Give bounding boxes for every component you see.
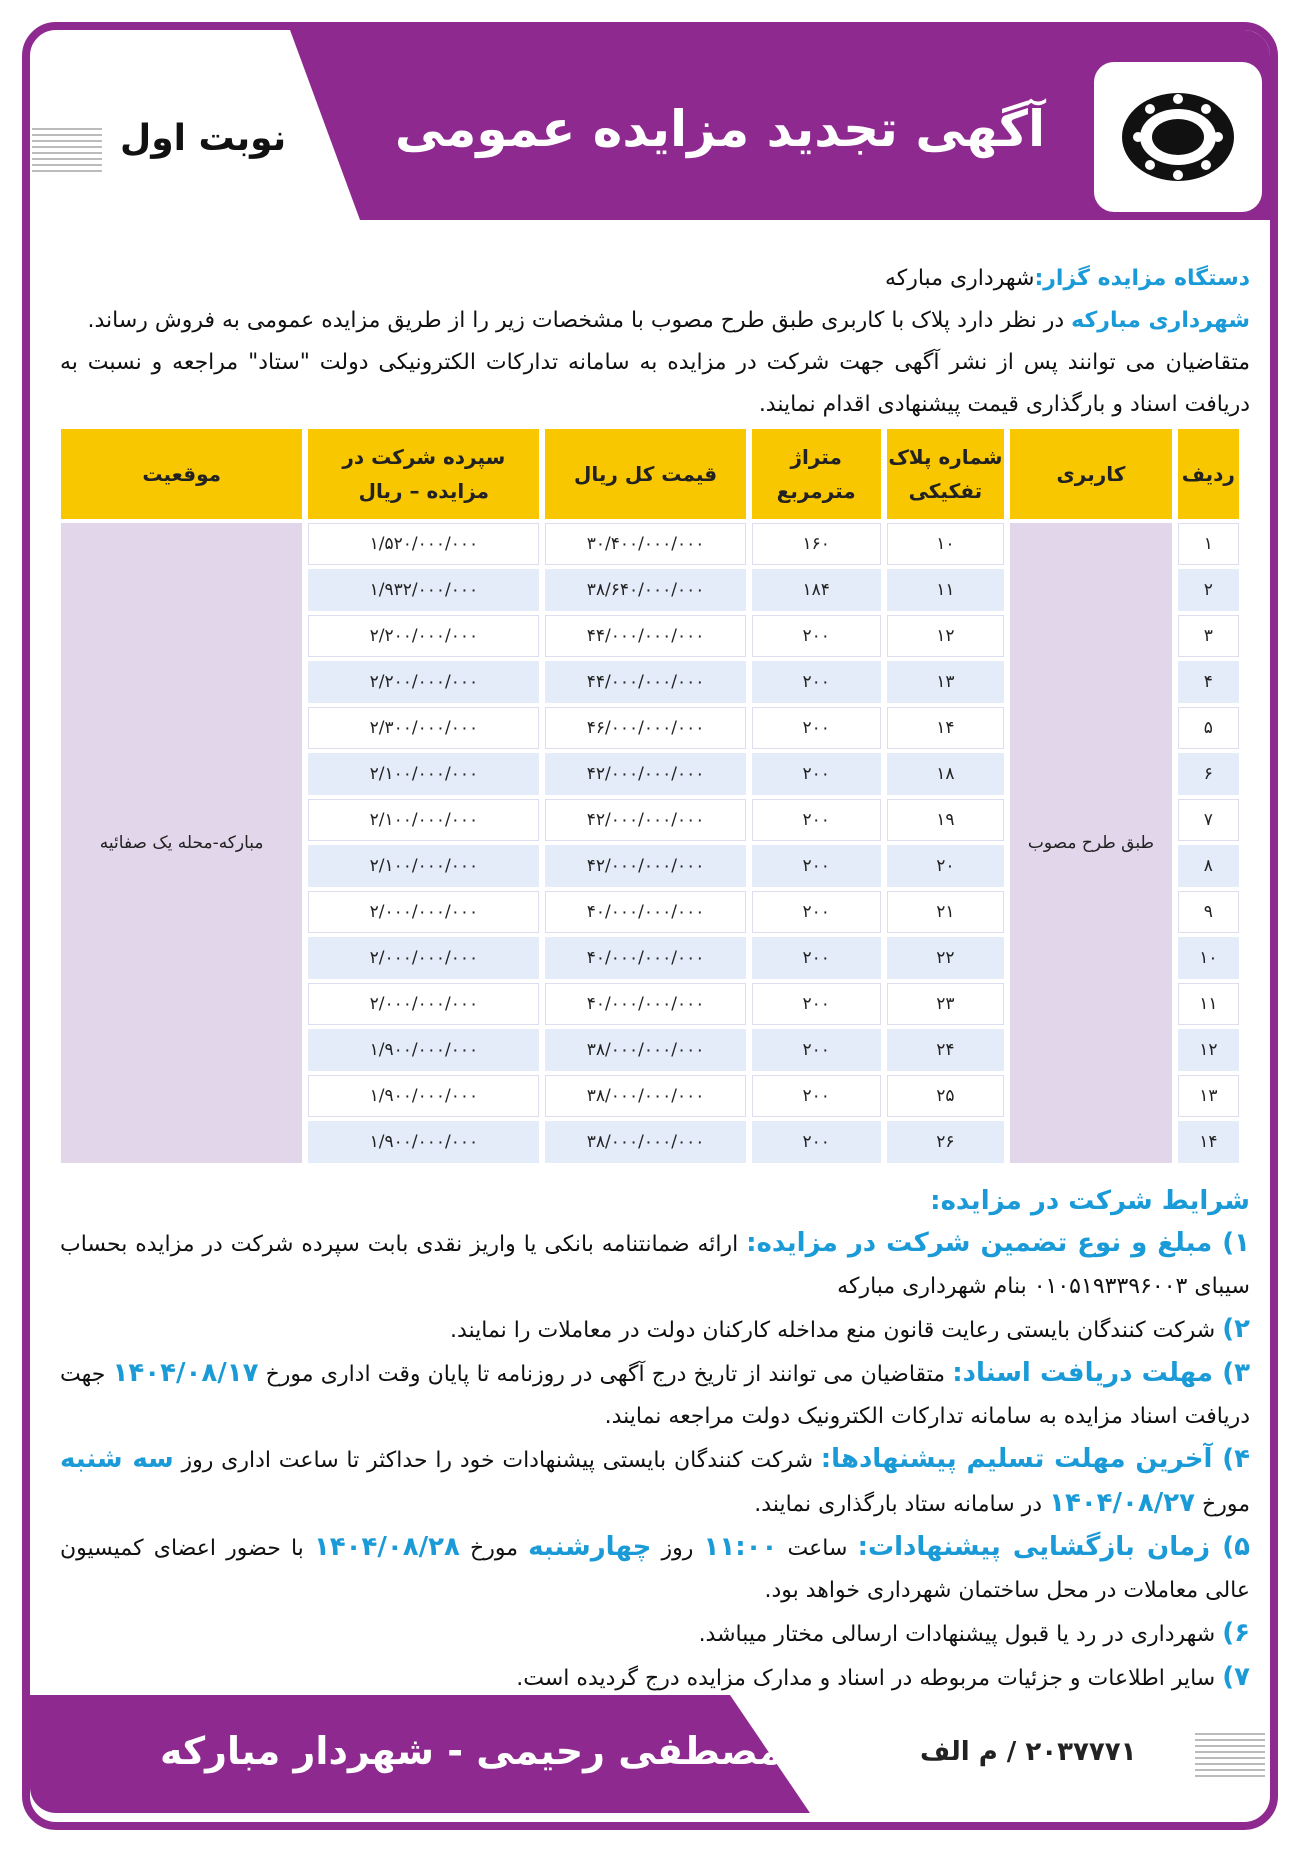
plate-number: ۱۸ xyxy=(887,753,1005,795)
area: ۲۰۰ xyxy=(752,983,881,1025)
condition-text: با حضور اعضای کمیسیون عالی معاملات در محل ساختمان شهرداری خواهد بود. xyxy=(60,1536,1250,1603)
table-row xyxy=(61,523,1239,565)
document-deadline-date: ۱۴۰۴/۰۸/۱۷ xyxy=(112,1358,259,1388)
decorative-lines xyxy=(1195,1733,1265,1779)
condition-label: ۶) xyxy=(1222,1618,1250,1648)
usage-cell: طبق طرح مصوب xyxy=(1010,523,1172,1163)
plate-number: ۱۱ xyxy=(887,569,1005,611)
row-number: ۹ xyxy=(1178,891,1239,933)
condition-text: سایر اطلاعات و جزئیات مربوطه در اسناد و مدارک مزایده درج گردیده است. xyxy=(516,1666,1223,1691)
plate-number: ۲۲ xyxy=(887,937,1005,979)
deposit: ۱/۵۲۰/۰۰۰/۰۰۰ xyxy=(308,523,539,565)
row-number: ۱۴ xyxy=(1178,1121,1239,1163)
opening-day: چهارشنبه xyxy=(528,1532,652,1562)
total-price: ۳۸/۶۴۰/۰۰۰/۰۰۰ xyxy=(545,569,745,611)
plate-number: ۱۲ xyxy=(887,615,1005,657)
condition-label: ۱) مبلغ و نوع تضمین شرکت در مزایده: xyxy=(746,1228,1251,1258)
total-price: ۴۴/۰۰۰/۰۰۰/۰۰۰ xyxy=(545,661,745,703)
area: ۱۶۰ xyxy=(752,523,881,565)
row-number: ۴ xyxy=(1178,661,1239,703)
condition-text: ساعت xyxy=(777,1536,858,1561)
submission-day: سه شنبه xyxy=(60,1444,174,1474)
column-header: کاربری xyxy=(1010,429,1172,519)
notice-code: ۲۰۳۷۷۷۱ / م الف xyxy=(920,1737,1137,1767)
area: ۲۰۰ xyxy=(752,891,881,933)
row-number: ۲ xyxy=(1178,569,1239,611)
plate-number: ۱۳ xyxy=(887,661,1005,703)
condition-text: متقاضیان می توانند از تاریخ درج آگهی در روزنامه تا پایان وقت اداری مورخ xyxy=(258,1362,953,1387)
plate-number: ۲۶ xyxy=(887,1121,1005,1163)
deposit: ۲/۱۰۰/۰۰۰/۰۰۰ xyxy=(308,845,539,887)
condition-text: جهت دریافت اسناد مزایده به سامانه تدارکات الکترونیک دولت مراجعه نمایند. xyxy=(60,1362,1250,1429)
column-header: شماره پلاک تفکیکی xyxy=(887,429,1005,519)
submission-date: ۱۴۰۴/۰۸/۲۷ xyxy=(1049,1488,1196,1518)
decorative-lines xyxy=(32,128,102,174)
row-number: ۳ xyxy=(1178,615,1239,657)
conditions-title: شرایط شرکت در مزایده: xyxy=(930,1186,1250,1216)
total-price: ۴۶/۰۰۰/۰۰۰/۰۰۰ xyxy=(545,707,745,749)
row-number: ۶ xyxy=(1178,753,1239,795)
mayor-signature: مصطفی رحیمی - شهردار مبارکه xyxy=(160,1729,782,1773)
condition-text: شهرداری در رد یا قبول پیشنهادات ارسالی مختار میباشد. xyxy=(698,1622,1223,1647)
condition-4 xyxy=(60,1438,1250,1526)
row-number: ۱۰ xyxy=(1178,937,1239,979)
area: ۲۰۰ xyxy=(752,661,881,703)
intro-p2: متقاضیان می توانند پس از نشر آگهی جهت شرکت در مزایده به سامانه تدارکات الکترونیکی دولت "ستاد" مراجعه و نسبت به دریافت اسناد و بارگذاری قیمت پیشنهادی اقدام نمایند. xyxy=(60,350,1250,417)
area: ۲۰۰ xyxy=(752,1121,881,1163)
plate-number: ۱۹ xyxy=(887,799,1005,841)
total-price: ۴۲/۰۰۰/۰۰۰/۰۰۰ xyxy=(545,845,745,887)
column-header: ردیف xyxy=(1178,429,1239,519)
area: ۲۰۰ xyxy=(752,845,881,887)
plate-number: ۲۳ xyxy=(887,983,1005,1025)
conditions xyxy=(60,1180,1250,1700)
total-price: ۴۲/۰۰۰/۰۰۰/۰۰۰ xyxy=(545,753,745,795)
auction-table xyxy=(55,425,1245,1167)
opening-time: ۱۱:۰۰ xyxy=(703,1532,778,1562)
condition-label: ۳) مهلت دریافت اسناد: xyxy=(952,1358,1250,1388)
total-price: ۴۴/۰۰۰/۰۰۰/۰۰۰ xyxy=(545,615,745,657)
deposit: ۲/۳۰۰/۰۰۰/۰۰۰ xyxy=(308,707,539,749)
intro-bold: شهرداری مبارکه xyxy=(1071,308,1250,333)
org-name: شهرداری مبارکه xyxy=(884,266,1035,291)
row-number: ۷ xyxy=(1178,799,1239,841)
plate-number: ۲۵ xyxy=(887,1075,1005,1117)
org-label: دستگاه مزایده گزار: xyxy=(1034,266,1250,291)
plate-number: ۱۴ xyxy=(887,707,1005,749)
condition-label: ۴) آخرین مهلت تسلیم پیشنهادها: xyxy=(820,1444,1250,1474)
condition-text: مورخ xyxy=(1195,1492,1250,1517)
row-number: ۱۱ xyxy=(1178,983,1239,1025)
area: ۲۰۰ xyxy=(752,615,881,657)
column-header: متراژ مترمربع xyxy=(752,429,881,519)
condition-6 xyxy=(60,1612,1250,1656)
deposit: ۲/۰۰۰/۰۰۰/۰۰۰ xyxy=(308,891,539,933)
row-number: ۸ xyxy=(1178,845,1239,887)
condition-label: ۲) xyxy=(1222,1314,1250,1344)
condition-2 xyxy=(60,1308,1250,1352)
row-number: ۱۳ xyxy=(1178,1075,1239,1117)
condition-text: در سامانه ستاد بارگذاری نمایند. xyxy=(754,1492,1050,1517)
opening-date: ۱۴۰۴/۰۸/۲۸ xyxy=(313,1532,460,1562)
municipality-logo xyxy=(1094,62,1262,212)
row-number: ۱۲ xyxy=(1178,1029,1239,1071)
total-price: ۳۰/۴۰۰/۰۰۰/۰۰۰ xyxy=(545,523,745,565)
area: ۲۰۰ xyxy=(752,799,881,841)
notice-title: آگهی تجدید مزایده عمومی xyxy=(394,100,1046,158)
row-number: ۱ xyxy=(1178,523,1239,565)
condition-3 xyxy=(60,1352,1250,1438)
area: ۲۰۰ xyxy=(752,707,881,749)
condition-text: ارائه ضمانتنامه بانکی یا واریز نقدی بابت سپرده شرکت در مزایده بحساب سیبای ۰۱۰۵۱۹۳۳۹۶۰۰۳ بنام شهرداری مبارکه xyxy=(60,1232,1250,1299)
condition-7 xyxy=(60,1656,1250,1700)
total-price: ۳۸/۰۰۰/۰۰۰/۰۰۰ xyxy=(545,1029,745,1071)
plate-number: ۲۴ xyxy=(887,1029,1005,1071)
condition-text: روز xyxy=(651,1536,704,1561)
logo-emblem-icon xyxy=(1118,87,1238,187)
deposit: ۱/۹۰۰/۰۰۰/۰۰۰ xyxy=(308,1121,539,1163)
plate-number: ۱۰ xyxy=(887,523,1005,565)
deposit: ۲/۲۰۰/۰۰۰/۰۰۰ xyxy=(308,615,539,657)
area: ۲۰۰ xyxy=(752,753,881,795)
plate-number: ۲۱ xyxy=(887,891,1005,933)
intro-text xyxy=(60,258,1250,426)
area: ۲۰۰ xyxy=(752,937,881,979)
area: ۲۰۰ xyxy=(752,1029,881,1071)
area: ۲۰۰ xyxy=(752,1075,881,1117)
plate-number: ۲۰ xyxy=(887,845,1005,887)
condition-label: ۵) زمان بازگشایی پیشنهادات: xyxy=(857,1532,1250,1562)
condition-text: مورخ xyxy=(459,1536,529,1561)
area: ۱۸۴ xyxy=(752,569,881,611)
deposit: ۲/۱۰۰/۰۰۰/۰۰۰ xyxy=(308,799,539,841)
total-price: ۴۰/۰۰۰/۰۰۰/۰۰۰ xyxy=(545,937,745,979)
intro-p1: در نظر دارد پلاک با کاربری طبق طرح مصوب با مشخصات زیر را از طریق مزایده عمومی به فروش رساند. xyxy=(87,308,1072,333)
condition-text: شرکت کنندگان بایستی رعایت قانون منع مداخله کارکنان دولت در معاملات را نمایند. xyxy=(449,1318,1223,1343)
deposit: ۲/۰۰۰/۰۰۰/۰۰۰ xyxy=(308,937,539,979)
condition-text: شرکت کنندگان بایستی پیشنهادات خود را حداکثر تا ساعت اداری روز xyxy=(173,1448,821,1473)
deposit: ۲/۲۰۰/۰۰۰/۰۰۰ xyxy=(308,661,539,703)
total-price: ۳۸/۰۰۰/۰۰۰/۰۰۰ xyxy=(545,1121,745,1163)
deposit: ۱/۹۰۰/۰۰۰/۰۰۰ xyxy=(308,1075,539,1117)
column-header: قیمت کل ریال xyxy=(545,429,745,519)
total-price: ۴۰/۰۰۰/۰۰۰/۰۰۰ xyxy=(545,983,745,1025)
total-price: ۴۲/۰۰۰/۰۰۰/۰۰۰ xyxy=(545,799,745,841)
location-cell: مبارکه-محله یک صفائیه xyxy=(61,523,302,1163)
deposit: ۲/۰۰۰/۰۰۰/۰۰۰ xyxy=(308,983,539,1025)
condition-5 xyxy=(60,1526,1250,1612)
column-header: موقعیت xyxy=(61,429,302,519)
deposit: ۱/۹۰۰/۰۰۰/۰۰۰ xyxy=(308,1029,539,1071)
condition-label: ۷) xyxy=(1222,1662,1250,1692)
deposit: ۱/۹۳۲/۰۰۰/۰۰۰ xyxy=(308,569,539,611)
condition-1 xyxy=(60,1222,1250,1308)
row-number: ۵ xyxy=(1178,707,1239,749)
round-label: نوبت اول xyxy=(120,118,287,159)
deposit: ۲/۱۰۰/۰۰۰/۰۰۰ xyxy=(308,753,539,795)
total-price: ۴۰/۰۰۰/۰۰۰/۰۰۰ xyxy=(545,891,745,933)
column-header: سپرده شرکت در مزایده – ریال xyxy=(308,429,539,519)
footer xyxy=(30,1695,1270,1813)
total-price: ۳۸/۰۰۰/۰۰۰/۰۰۰ xyxy=(545,1075,745,1117)
